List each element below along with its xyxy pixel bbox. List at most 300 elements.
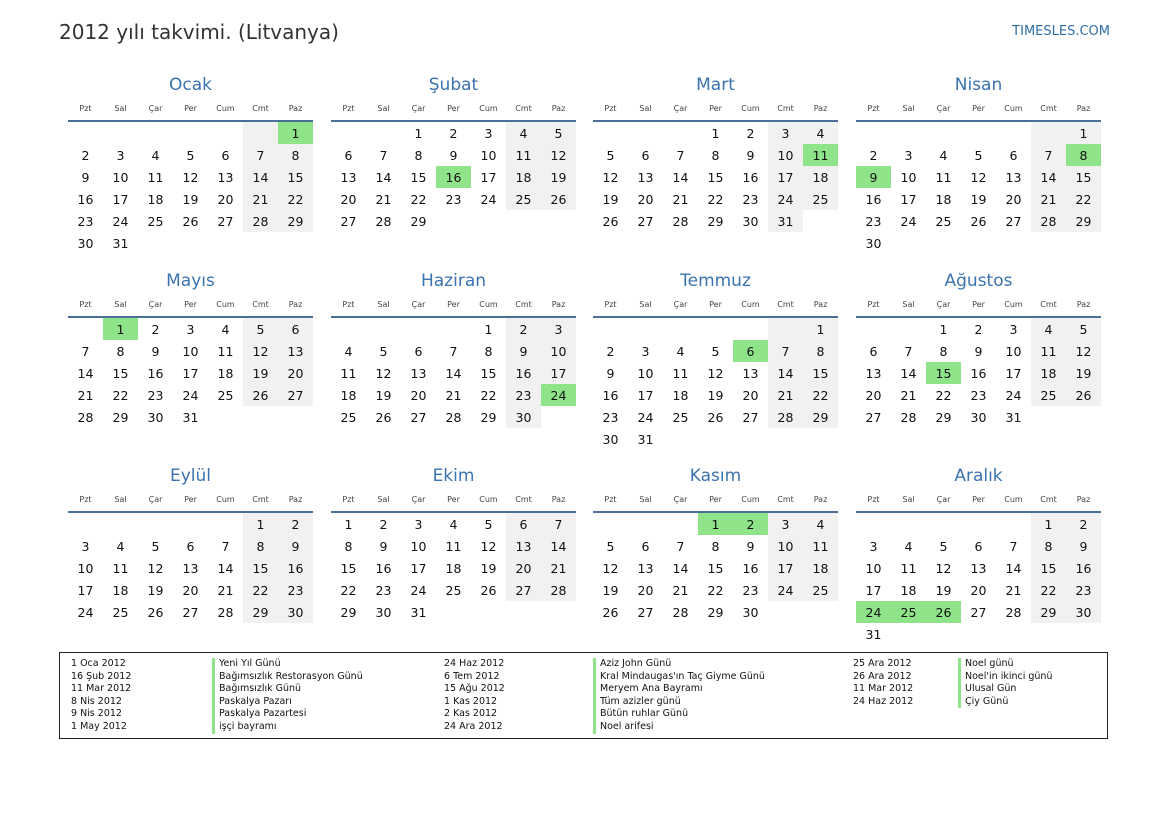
day-cell[interactable]: 28 xyxy=(541,579,576,601)
day-cell[interactable]: 1 xyxy=(278,122,313,144)
day-cell[interactable]: 25 xyxy=(506,188,541,210)
day-cell[interactable]: 5 xyxy=(974,147,983,163)
day-cell[interactable]: 26 xyxy=(375,409,392,425)
day-cell[interactable]: 25 xyxy=(217,387,234,403)
day-cell[interactable]: 2 xyxy=(278,513,313,535)
day-cell[interactable]: 20 xyxy=(278,362,313,384)
day-cell[interactable]: 24 xyxy=(1005,387,1022,403)
day-cell[interactable]: 19 xyxy=(541,166,576,188)
day-cell[interactable]: 21 xyxy=(541,557,576,579)
day-cell[interactable]: 2 xyxy=(151,321,160,337)
day-cell[interactable]: 11 xyxy=(935,169,952,185)
day-cell[interactable]: 17 xyxy=(480,169,497,185)
day-cell[interactable]: 30 xyxy=(865,235,882,251)
day-cell[interactable]: 8 xyxy=(1031,535,1066,557)
day-cell[interactable]: 4 xyxy=(904,538,913,554)
day-cell[interactable]: 18 xyxy=(803,557,838,579)
day-cell[interactable]: 29 xyxy=(1066,210,1101,232)
day-cell[interactable]: 21 xyxy=(243,188,278,210)
day-cell[interactable]: 8 xyxy=(803,340,838,362)
day-cell[interactable]: 8 xyxy=(344,538,353,554)
day-cell[interactable]: 25 xyxy=(147,213,164,229)
day-cell[interactable]: 17 xyxy=(1005,365,1022,381)
day-cell[interactable]: 4 xyxy=(803,122,838,144)
day-cell[interactable]: 21 xyxy=(768,384,803,406)
day-cell[interactable]: 28 xyxy=(900,409,917,425)
day-cell[interactable]: 16 xyxy=(602,387,619,403)
day-cell[interactable]: 8 xyxy=(939,343,948,359)
day-cell[interactable]: 8 xyxy=(484,343,493,359)
day-cell[interactable]: 22 xyxy=(803,384,838,406)
day-cell[interactable]: 28 xyxy=(672,213,689,229)
day-cell[interactable]: 11 xyxy=(506,144,541,166)
day-cell[interactable]: 10 xyxy=(541,340,576,362)
day-cell[interactable]: 11 xyxy=(803,144,838,166)
day-cell[interactable]: 18 xyxy=(900,582,917,598)
day-cell[interactable]: 2 xyxy=(746,125,755,141)
day-cell[interactable]: 22 xyxy=(112,387,129,403)
day-cell[interactable]: 13 xyxy=(506,535,541,557)
day-cell[interactable]: 7 xyxy=(768,340,803,362)
day-cell[interactable]: 31 xyxy=(768,210,803,232)
day-cell[interactable]: 2 xyxy=(506,318,541,340)
day-cell[interactable]: 26 xyxy=(602,604,619,620)
day-cell[interactable]: 21 xyxy=(1005,582,1022,598)
day-cell[interactable]: 7 xyxy=(676,147,685,163)
day-cell[interactable]: 12 xyxy=(707,365,724,381)
day-cell[interactable]: 14 xyxy=(77,365,94,381)
day-cell[interactable]: 30 xyxy=(602,431,619,447)
day-cell[interactable]: 6 xyxy=(641,147,650,163)
day-cell[interactable]: 18 xyxy=(1031,362,1066,384)
day-cell[interactable]: 19 xyxy=(147,582,164,598)
day-cell[interactable]: 15 xyxy=(278,166,313,188)
day-cell[interactable]: 23 xyxy=(865,213,882,229)
day-cell[interactable]: 11 xyxy=(217,343,234,359)
day-cell[interactable]: 16 xyxy=(742,560,759,576)
day-cell[interactable]: 31 xyxy=(865,626,882,642)
day-cell[interactable]: 8 xyxy=(278,144,313,166)
day-cell[interactable]: 17 xyxy=(112,191,129,207)
day-cell[interactable]: 23 xyxy=(147,387,164,403)
day-cell[interactable]: 15 xyxy=(243,557,278,579)
day-cell[interactable]: 2 xyxy=(606,343,615,359)
day-cell[interactable]: 23 xyxy=(278,579,313,601)
day-cell[interactable]: 6 xyxy=(974,538,983,554)
day-cell[interactable]: 11 xyxy=(445,538,462,554)
day-cell[interactable]: 29 xyxy=(707,604,724,620)
day-cell[interactable]: 1 xyxy=(243,513,278,535)
day-cell[interactable]: 10 xyxy=(77,560,94,576)
day-cell[interactable]: 3 xyxy=(541,318,576,340)
day-cell[interactable]: 13 xyxy=(742,365,759,381)
day-cell[interactable]: 2 xyxy=(379,516,388,532)
day-cell[interactable]: 11 xyxy=(900,560,917,576)
day-cell[interactable]: 12 xyxy=(935,560,952,576)
day-cell[interactable]: 21 xyxy=(672,191,689,207)
day-cell[interactable]: 28 xyxy=(445,409,462,425)
day-cell[interactable]: 16 xyxy=(1066,557,1101,579)
day-cell[interactable]: 26 xyxy=(243,384,278,406)
day-cell[interactable]: 17 xyxy=(865,582,882,598)
day-cell[interactable]: 10 xyxy=(900,169,917,185)
day-cell[interactable]: 22 xyxy=(340,582,357,598)
day-cell[interactable]: 10 xyxy=(865,560,882,576)
day-cell[interactable]: 22 xyxy=(410,191,427,207)
day-cell[interactable]: 30 xyxy=(375,604,392,620)
day-cell[interactable]: 15 xyxy=(480,365,497,381)
day-cell[interactable]: 16 xyxy=(970,365,987,381)
day-cell[interactable]: 18 xyxy=(803,166,838,188)
day-cell[interactable]: 18 xyxy=(340,387,357,403)
day-cell[interactable]: 9 xyxy=(606,365,615,381)
day-cell[interactable]: 15 xyxy=(707,169,724,185)
day-cell[interactable]: 6 xyxy=(344,147,353,163)
day-cell[interactable]: 11 xyxy=(112,560,129,576)
day-cell[interactable]: 9 xyxy=(278,535,313,557)
day-cell[interactable]: 12 xyxy=(541,144,576,166)
day-cell[interactable]: 18 xyxy=(147,191,164,207)
day-cell[interactable]: 3 xyxy=(414,516,423,532)
day-cell[interactable]: 26 xyxy=(602,213,619,229)
day-cell[interactable]: 29 xyxy=(480,409,497,425)
day-cell[interactable]: 20 xyxy=(1005,191,1022,207)
day-cell[interactable]: 10 xyxy=(1005,343,1022,359)
day-cell[interactable]: 12 xyxy=(182,169,199,185)
day-cell[interactable]: 16 xyxy=(506,362,541,384)
day-cell[interactable]: 13 xyxy=(637,169,654,185)
day-cell[interactable]: 17 xyxy=(900,191,917,207)
day-cell[interactable]: 4 xyxy=(116,538,125,554)
day-cell[interactable]: 12 xyxy=(147,560,164,576)
day-cell[interactable]: 24 xyxy=(900,213,917,229)
day-cell[interactable]: 18 xyxy=(445,560,462,576)
day-cell[interactable]: 7 xyxy=(379,147,388,163)
day-cell[interactable]: 9 xyxy=(379,538,388,554)
day-cell[interactable]: 19 xyxy=(602,191,619,207)
day-cell[interactable]: 3 xyxy=(116,147,125,163)
day-cell[interactable]: 27 xyxy=(278,384,313,406)
day-cell[interactable]: 6 xyxy=(506,513,541,535)
day-cell[interactable]: 30 xyxy=(77,235,94,251)
day-cell[interactable]: 19 xyxy=(970,191,987,207)
day-cell[interactable]: 15 xyxy=(410,169,427,185)
day-cell[interactable]: 20 xyxy=(340,191,357,207)
day-cell[interactable]: 25 xyxy=(803,579,838,601)
day-cell[interactable]: 22 xyxy=(243,579,278,601)
day-cell[interactable]: 1 xyxy=(1066,122,1101,144)
day-cell[interactable]: 11 xyxy=(1031,340,1066,362)
day-cell[interactable]: 8 xyxy=(243,535,278,557)
day-cell[interactable]: 23 xyxy=(970,387,987,403)
day-cell[interactable]: 17 xyxy=(182,365,199,381)
day-cell[interactable]: 26 xyxy=(1066,384,1101,406)
day-cell[interactable]: 27 xyxy=(410,409,427,425)
day-cell[interactable]: 6 xyxy=(733,340,768,362)
day-cell[interactable]: 8 xyxy=(711,538,720,554)
day-cell[interactable]: 4 xyxy=(803,513,838,535)
day-cell[interactable]: 3 xyxy=(641,343,650,359)
day-cell[interactable]: 25 xyxy=(935,213,952,229)
day-cell[interactable]: 22 xyxy=(707,191,724,207)
day-cell[interactable]: 1 xyxy=(1031,513,1066,535)
day-cell[interactable]: 23 xyxy=(1066,579,1101,601)
day-cell[interactable]: 19 xyxy=(602,582,619,598)
day-cell[interactable]: 30 xyxy=(742,604,759,620)
day-cell[interactable]: 7 xyxy=(221,538,230,554)
day-cell[interactable]: 23 xyxy=(77,213,94,229)
day-cell[interactable]: 26 xyxy=(541,188,576,210)
day-cell[interactable]: 9 xyxy=(81,169,90,185)
day-cell[interactable]: 13 xyxy=(182,560,199,576)
day-cell[interactable]: 25 xyxy=(803,188,838,210)
day-cell[interactable]: 21 xyxy=(1031,188,1066,210)
day-cell[interactable]: 4 xyxy=(1031,318,1066,340)
day-cell[interactable]: 20 xyxy=(742,387,759,403)
day-cell[interactable]: 20 xyxy=(217,191,234,207)
day-cell[interactable]: 12 xyxy=(375,365,392,381)
day-cell[interactable]: 13 xyxy=(970,560,987,576)
day-cell[interactable]: 8 xyxy=(414,147,423,163)
day-cell[interactable]: 14 xyxy=(243,166,278,188)
day-cell[interactable]: 2 xyxy=(974,321,983,337)
day-cell[interactable]: 28 xyxy=(768,406,803,428)
day-cell[interactable]: 20 xyxy=(410,387,427,403)
day-cell[interactable]: 24 xyxy=(112,213,129,229)
day-cell[interactable]: 5 xyxy=(186,147,195,163)
day-cell[interactable]: 3 xyxy=(768,122,803,144)
day-cell[interactable]: 14 xyxy=(672,560,689,576)
day-cell[interactable]: 5 xyxy=(711,343,720,359)
day-cell[interactable]: 10 xyxy=(768,535,803,557)
day-cell[interactable]: 29 xyxy=(340,604,357,620)
day-cell[interactable]: 27 xyxy=(637,213,654,229)
day-cell[interactable]: 1 xyxy=(803,318,838,340)
day-cell[interactable]: 26 xyxy=(926,601,961,623)
day-cell[interactable]: 18 xyxy=(672,387,689,403)
day-cell[interactable]: 22 xyxy=(1066,188,1101,210)
day-cell[interactable]: 4 xyxy=(221,321,230,337)
day-cell[interactable]: 13 xyxy=(410,365,427,381)
day-cell[interactable]: 19 xyxy=(707,387,724,403)
day-cell[interactable]: 12 xyxy=(970,169,987,185)
day-cell[interactable]: 29 xyxy=(112,409,129,425)
day-cell[interactable]: 1 xyxy=(939,321,948,337)
day-cell[interactable]: 20 xyxy=(637,191,654,207)
day-cell[interactable]: 24 xyxy=(541,384,576,406)
day-cell[interactable]: 22 xyxy=(707,582,724,598)
day-cell[interactable]: 5 xyxy=(243,318,278,340)
day-cell[interactable]: 14 xyxy=(672,169,689,185)
day-cell[interactable]: 10 xyxy=(182,343,199,359)
day-cell[interactable]: 16 xyxy=(375,560,392,576)
day-cell[interactable]: 30 xyxy=(742,213,759,229)
day-cell[interactable]: 9 xyxy=(856,166,891,188)
day-cell[interactable]: 16 xyxy=(147,365,164,381)
day-cell[interactable]: 27 xyxy=(865,409,882,425)
day-cell[interactable]: 4 xyxy=(506,122,541,144)
day-cell[interactable]: 30 xyxy=(278,601,313,623)
day-cell[interactable]: 17 xyxy=(768,166,803,188)
day-cell[interactable]: 10 xyxy=(637,365,654,381)
day-cell[interactable]: 5 xyxy=(1066,318,1101,340)
day-cell[interactable]: 5 xyxy=(541,122,576,144)
day-cell[interactable]: 5 xyxy=(379,343,388,359)
day-cell[interactable]: 26 xyxy=(707,409,724,425)
day-cell[interactable]: 28 xyxy=(1005,604,1022,620)
day-cell[interactable]: 4 xyxy=(344,343,353,359)
day-cell[interactable]: 1 xyxy=(484,321,493,337)
day-cell[interactable]: 30 xyxy=(970,409,987,425)
day-cell[interactable]: 15 xyxy=(803,362,838,384)
day-cell[interactable]: 31 xyxy=(410,604,427,620)
day-cell[interactable]: 22 xyxy=(278,188,313,210)
day-cell[interactable]: 3 xyxy=(869,538,878,554)
day-cell[interactable]: 16 xyxy=(77,191,94,207)
day-cell[interactable]: 15 xyxy=(1031,557,1066,579)
day-cell[interactable]: 9 xyxy=(746,147,755,163)
day-cell[interactable]: 4 xyxy=(939,147,948,163)
day-cell[interactable]: 21 xyxy=(900,387,917,403)
day-cell[interactable]: 24 xyxy=(768,188,803,210)
day-cell[interactable]: 2 xyxy=(81,147,90,163)
day-cell[interactable]: 6 xyxy=(1009,147,1018,163)
day-cell[interactable]: 17 xyxy=(768,557,803,579)
day-cell[interactable]: 12 xyxy=(1066,340,1101,362)
day-cell[interactable]: 14 xyxy=(445,365,462,381)
day-cell[interactable]: 3 xyxy=(904,147,913,163)
day-cell[interactable]: 10 xyxy=(768,144,803,166)
day-cell[interactable]: 11 xyxy=(147,169,164,185)
day-cell[interactable]: 25 xyxy=(112,604,129,620)
day-cell[interactable]: 19 xyxy=(375,387,392,403)
day-cell[interactable]: 28 xyxy=(77,409,94,425)
day-cell[interactable]: 13 xyxy=(217,169,234,185)
day-cell[interactable]: 20 xyxy=(182,582,199,598)
day-cell[interactable]: 24 xyxy=(637,409,654,425)
day-cell[interactable]: 19 xyxy=(935,582,952,598)
day-cell[interactable]: 24 xyxy=(410,582,427,598)
day-cell[interactable]: 21 xyxy=(77,387,94,403)
day-cell[interactable]: 23 xyxy=(742,582,759,598)
day-cell[interactable]: 15 xyxy=(112,365,129,381)
day-cell[interactable]: 27 xyxy=(1005,213,1022,229)
day-cell[interactable]: 27 xyxy=(340,213,357,229)
day-cell[interactable]: 7 xyxy=(81,343,90,359)
day-cell[interactable]: 1 xyxy=(698,513,733,535)
day-cell[interactable]: 29 xyxy=(410,213,427,229)
day-cell[interactable]: 25 xyxy=(672,409,689,425)
day-cell[interactable]: 21 xyxy=(672,582,689,598)
day-cell[interactable]: 29 xyxy=(935,409,952,425)
day-cell[interactable]: 15 xyxy=(340,560,357,576)
day-cell[interactable]: 14 xyxy=(217,560,234,576)
day-cell[interactable]: 12 xyxy=(602,560,619,576)
day-cell[interactable]: 1 xyxy=(414,125,423,141)
day-cell[interactable]: 10 xyxy=(112,169,129,185)
day-cell[interactable]: 28 xyxy=(243,210,278,232)
day-cell[interactable]: 10 xyxy=(410,538,427,554)
day-cell[interactable]: 5 xyxy=(606,538,615,554)
day-cell[interactable]: 17 xyxy=(410,560,427,576)
day-cell[interactable]: 30 xyxy=(147,409,164,425)
day-cell[interactable]: 12 xyxy=(480,538,497,554)
day-cell[interactable]: 9 xyxy=(746,538,755,554)
day-cell[interactable]: 5 xyxy=(484,516,493,532)
day-cell[interactable]: 27 xyxy=(182,604,199,620)
day-cell[interactable]: 2 xyxy=(869,147,878,163)
day-cell[interactable]: 28 xyxy=(217,604,234,620)
day-cell[interactable]: 6 xyxy=(221,147,230,163)
day-cell[interactable]: 19 xyxy=(182,191,199,207)
day-cell[interactable]: 28 xyxy=(1031,210,1066,232)
day-cell[interactable]: 6 xyxy=(869,343,878,359)
day-cell[interactable]: 6 xyxy=(414,343,423,359)
day-cell[interactable]: 5 xyxy=(606,147,615,163)
day-cell[interactable]: 26 xyxy=(480,582,497,598)
day-cell[interactable]: 8 xyxy=(711,147,720,163)
day-cell[interactable]: 12 xyxy=(602,169,619,185)
day-cell[interactable]: 18 xyxy=(217,365,234,381)
day-cell[interactable]: 7 xyxy=(243,144,278,166)
day-cell[interactable]: 17 xyxy=(541,362,576,384)
day-cell[interactable]: 27 xyxy=(217,213,234,229)
day-cell[interactable]: 24 xyxy=(856,601,891,623)
day-cell[interactable]: 14 xyxy=(541,535,576,557)
day-cell[interactable]: 6 xyxy=(278,318,313,340)
day-cell[interactable]: 2 xyxy=(449,125,458,141)
day-cell[interactable]: 14 xyxy=(900,365,917,381)
day-cell[interactable]: 2 xyxy=(733,513,768,535)
day-cell[interactable]: 11 xyxy=(803,535,838,557)
day-cell[interactable]: 19 xyxy=(480,560,497,576)
day-cell[interactable]: 7 xyxy=(449,343,458,359)
day-cell[interactable]: 30 xyxy=(1066,601,1101,623)
day-cell[interactable]: 7 xyxy=(541,513,576,535)
day-cell[interactable]: 14 xyxy=(768,362,803,384)
day-cell[interactable]: 15 xyxy=(707,560,724,576)
day-cell[interactable]: 16 xyxy=(865,191,882,207)
day-cell[interactable]: 15 xyxy=(1066,166,1101,188)
day-cell[interactable]: 25 xyxy=(891,601,926,623)
day-cell[interactable]: 24 xyxy=(77,604,94,620)
day-cell[interactable]: 11 xyxy=(340,365,357,381)
day-cell[interactable]: 3 xyxy=(484,125,493,141)
day-cell[interactable]: 12 xyxy=(243,340,278,362)
day-cell[interactable]: 21 xyxy=(375,191,392,207)
day-cell[interactable]: 14 xyxy=(1031,166,1066,188)
day-cell[interactable]: 11 xyxy=(672,365,689,381)
day-cell[interactable]: 24 xyxy=(182,387,199,403)
day-cell[interactable]: 29 xyxy=(243,601,278,623)
day-cell[interactable]: 18 xyxy=(935,191,952,207)
day-cell[interactable]: 27 xyxy=(506,579,541,601)
day-cell[interactable]: 30 xyxy=(506,406,541,428)
day-cell[interactable]: 23 xyxy=(445,191,462,207)
day-cell[interactable]: 9 xyxy=(449,147,458,163)
day-cell[interactable]: 23 xyxy=(602,409,619,425)
day-cell[interactable]: 13 xyxy=(340,169,357,185)
day-cell[interactable]: 15 xyxy=(926,362,961,384)
day-cell[interactable]: 13 xyxy=(1005,169,1022,185)
day-cell[interactable]: 6 xyxy=(186,538,195,554)
day-cell[interactable]: 31 xyxy=(112,235,129,251)
day-cell[interactable]: 24 xyxy=(480,191,497,207)
day-cell[interactable]: 27 xyxy=(742,409,759,425)
day-cell[interactable]: 25 xyxy=(445,582,462,598)
day-cell[interactable]: 9 xyxy=(1066,535,1101,557)
day-cell[interactable]: 16 xyxy=(742,169,759,185)
